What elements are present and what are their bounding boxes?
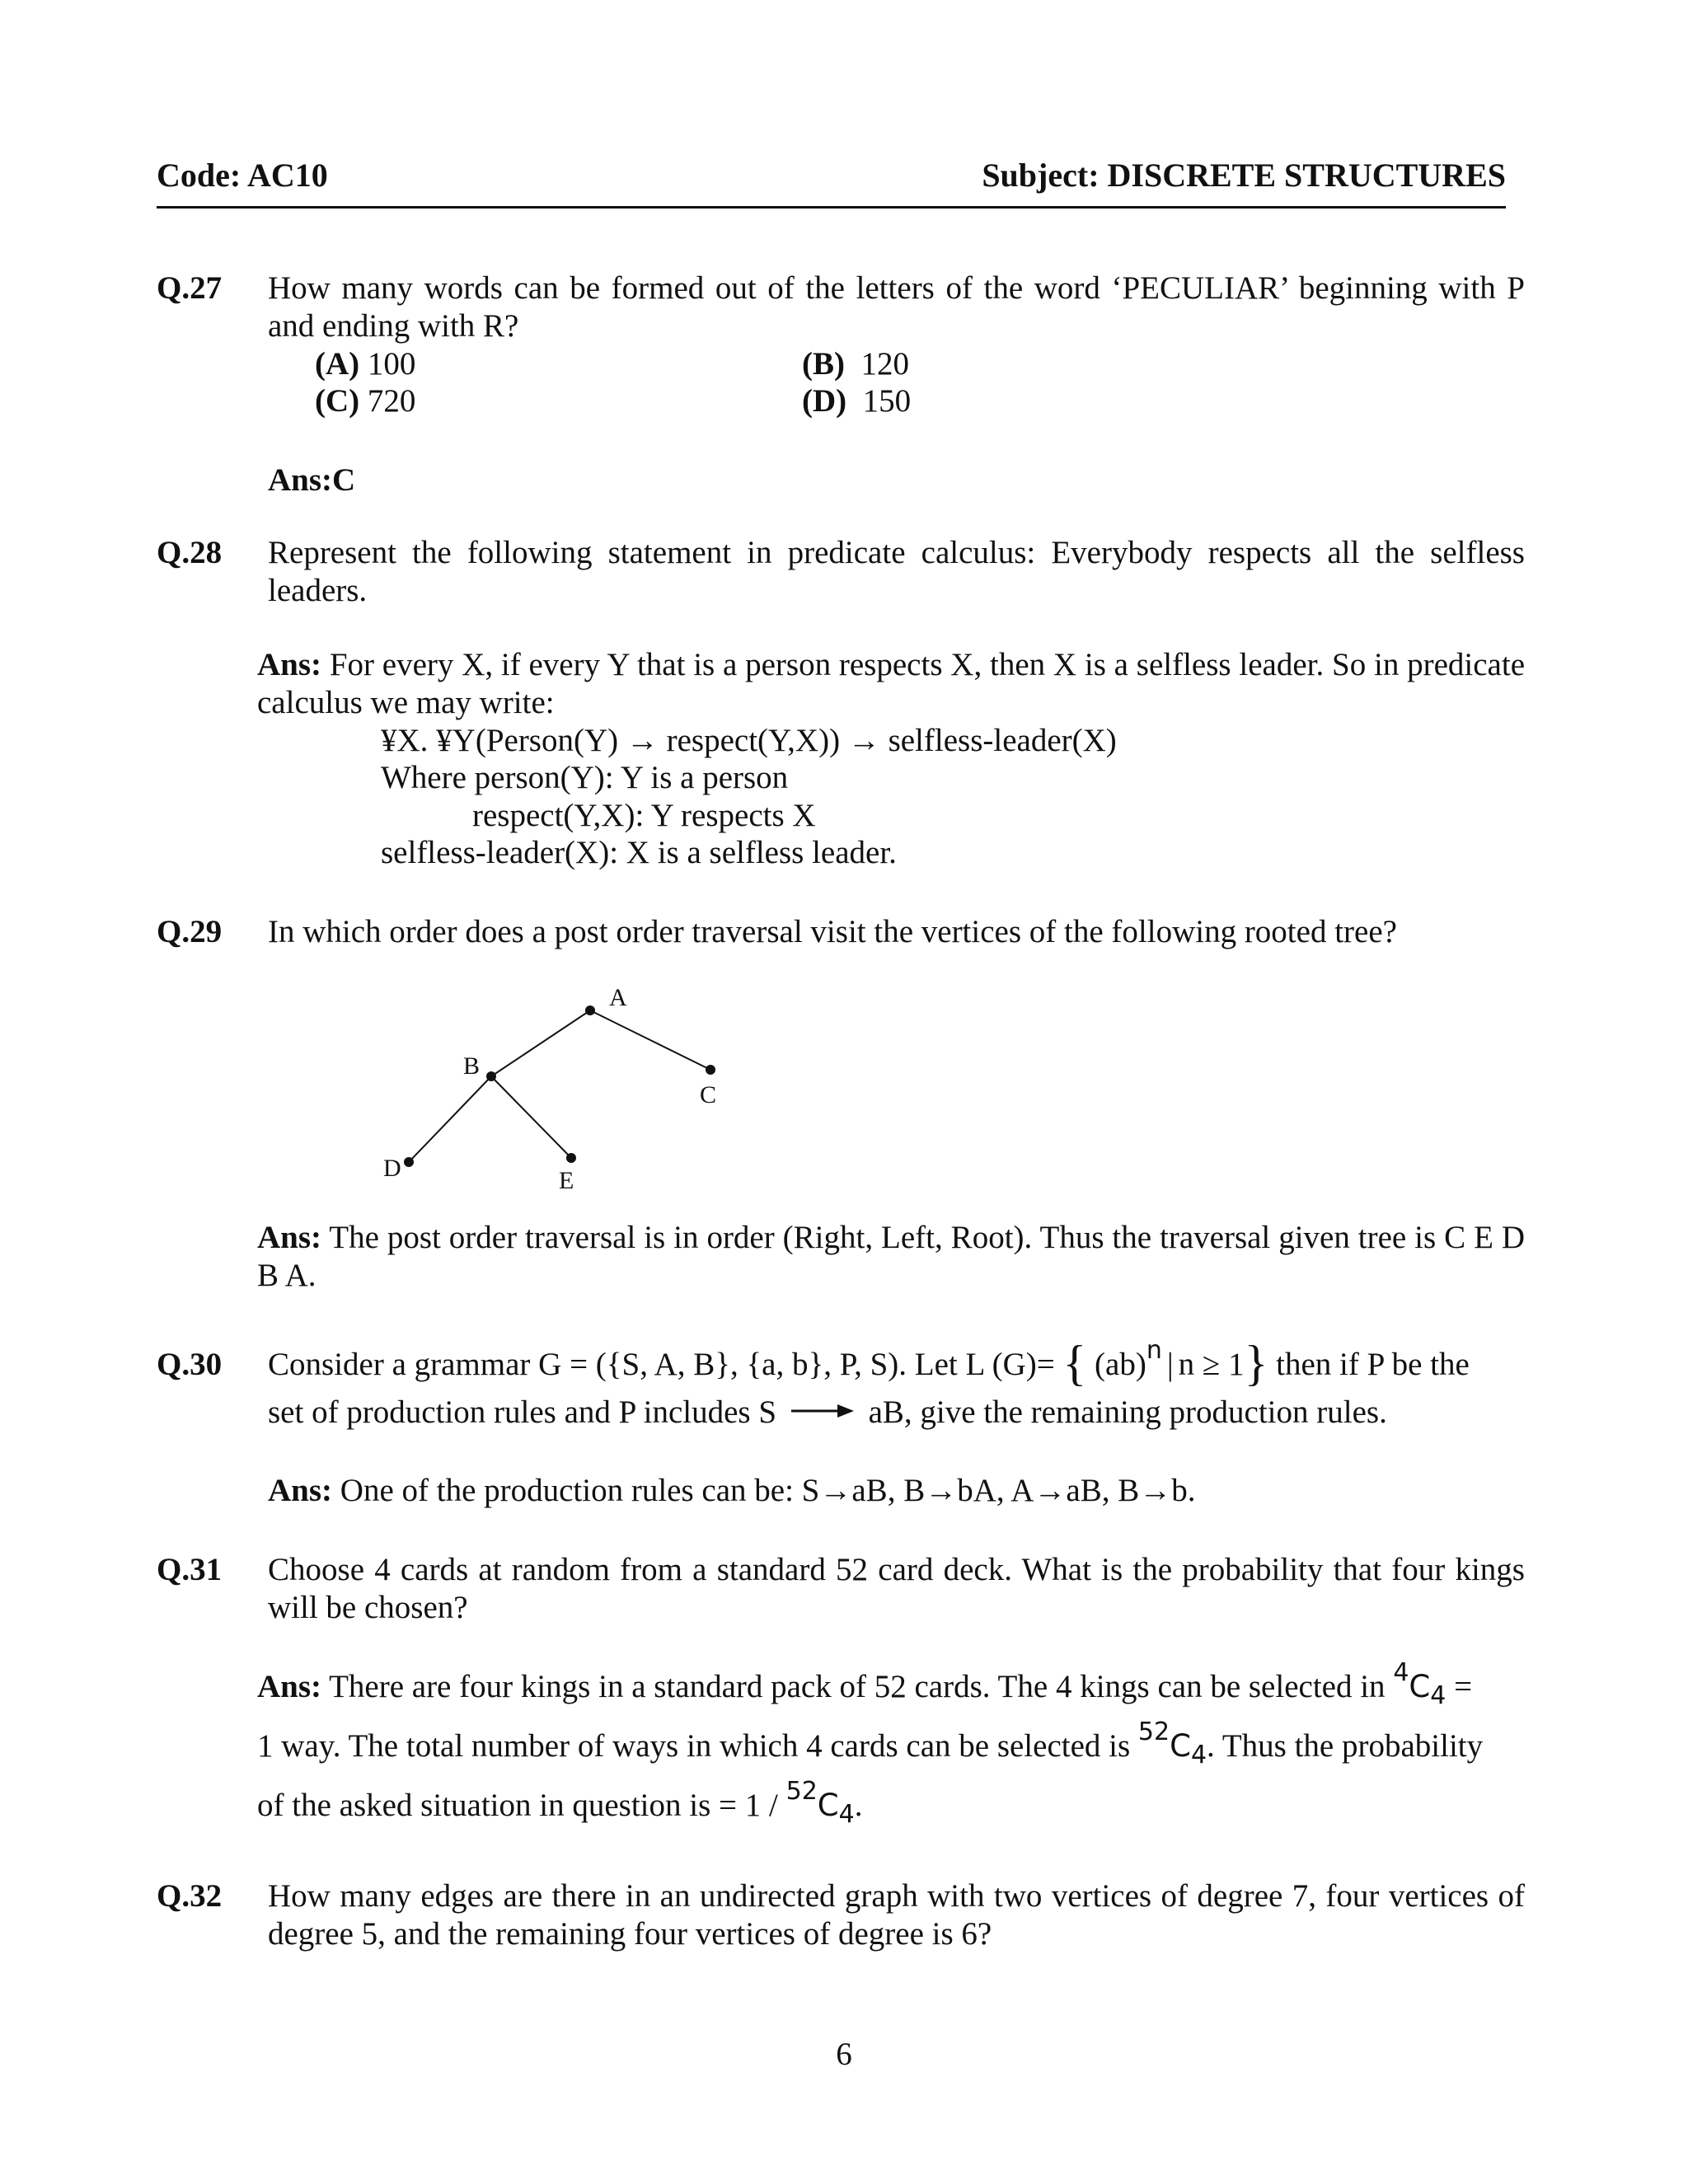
node-label-e: E	[559, 1167, 574, 1194]
question-text: then if P be the	[1276, 1347, 1470, 1382]
left-brace: {	[1062, 1336, 1087, 1390]
question-number: Q.31	[157, 1552, 223, 1587]
question-number: Q.27	[157, 270, 223, 306]
option-key: (C)	[315, 383, 360, 419]
answer-label: Ans:	[268, 1473, 333, 1508]
option-value: 100	[367, 346, 416, 382]
set-builder: (ab)$^n$ | n ≥ 1	[1095, 1336, 1245, 1382]
production-arrow	[790, 1401, 856, 1421]
answer: Ans:C	[268, 462, 356, 498]
question-number: Q.32	[157, 1878, 223, 1914]
node-label-c: C	[700, 1081, 717, 1108]
answer-text: For every X, if every Y that is a person respects X, then X is a selfless leader. So in predicate calculus we may write:	[257, 647, 1526, 720]
answer-line-1: Ans: There are four kings in a standard pack of 52 cards. The 4 kings can be selected in $^4C_4$ =	[257, 1658, 1473, 1710]
answer-label: Ans:	[257, 647, 322, 682]
question-text-line-2	[268, 1394, 1387, 1432]
node-e	[566, 1153, 576, 1163]
node-d	[404, 1157, 414, 1167]
answer-label: Ans:	[257, 1669, 322, 1704]
question-number: Q.30	[157, 1347, 223, 1382]
right-brace: }	[1244, 1336, 1268, 1390]
answer-text: One of the production rules can be: S→aB, B→bA, A→aB, B→b.	[340, 1473, 1196, 1508]
node-a	[585, 1005, 595, 1015]
question-text: Represent the following statement in predicate calculus: Everybody respects all the selfless leaders.	[268, 535, 1525, 608]
edge-b-e	[491, 1076, 571, 1158]
definition-line: respect(Y,X): Y respects X	[472, 798, 816, 833]
definition-line: Where person(Y): Y is a person	[381, 760, 789, 795]
answer-label: Ans:	[257, 1220, 322, 1255]
option-key: (B)	[802, 346, 845, 382]
combination-4c4: $^4C_4$	[1393, 1658, 1447, 1710]
answer	[268, 1472, 1195, 1510]
option-key: (A)	[315, 346, 360, 382]
subject-title: Subject: DISCRETE STRUCTURES	[982, 157, 1506, 194]
node-label-d: D	[383, 1155, 401, 1182]
formula-line: ¥X. ¥Y(Person(Y) → respect(Y,X)) → selfless-leader(X)	[381, 723, 1117, 758]
node-label-b: B	[463, 1052, 481, 1080]
question-number: Q.28	[157, 535, 223, 570]
option-value: 150	[862, 383, 912, 419]
question-text: Consider a grammar G = ({S, A, B}, {a, b}, P, S). Let L (G)=	[268, 1347, 1055, 1382]
definition-line: selfless-leader(X): X is a selfless leader.	[381, 835, 897, 870]
answer-line-2: 1 way. The total number of ways in which 4 cards can be selected is $^{52}C_4$. Thus the probability	[257, 1718, 1484, 1769]
option-value: 720	[367, 383, 416, 419]
question-text: set of production rules and P includes S	[268, 1394, 777, 1430]
edge-a-c	[590, 1010, 710, 1070]
option-key: (D)	[802, 383, 847, 419]
edge-b-d	[409, 1076, 491, 1162]
question-text-line-1	[268, 1336, 1470, 1390]
question-text: Choose 4 cards at random from a standard 52 card deck. What is the probability that four kings will be chosen?	[268, 1552, 1525, 1625]
option-value: 120	[860, 346, 909, 382]
node-label-a: A	[609, 984, 627, 1011]
page-number: 6	[836, 2036, 852, 2072]
question-text: How many edges are there in an undirected graph with two vertices of degree 7, four vertices of degree 5, and the remaining four vertices of degree is 6?	[268, 1878, 1525, 1952]
node-c	[706, 1065, 715, 1075]
node-b	[486, 1071, 496, 1081]
edge-a-b	[491, 1010, 590, 1076]
question-text: How many words can be formed out of the letters of the word ‘PECULIAR’ beginning with P and ending with R?	[268, 270, 1525, 344]
course-code: Code: AC10	[157, 157, 328, 194]
question-number: Q.29	[157, 914, 223, 949]
answer	[257, 1219, 1525, 1295]
question-text: In which order does a post order traversal visit the vertices of the following rooted tree?	[268, 914, 1397, 949]
answer-line-3: of the asked situation in question is = $1 / ^{52}C_4$.	[257, 1777, 863, 1829]
answer-text: The post order traversal is in order (Right, Left, Root). Thus the traversal given tree is C E D B A.	[257, 1220, 1526, 1293]
question-text: aB, give the remaining production rules.	[868, 1394, 1387, 1430]
combination-52c4: $^{52}C_4$	[785, 1777, 855, 1829]
combination-52c4: $^{52}C_4$	[1137, 1718, 1207, 1769]
